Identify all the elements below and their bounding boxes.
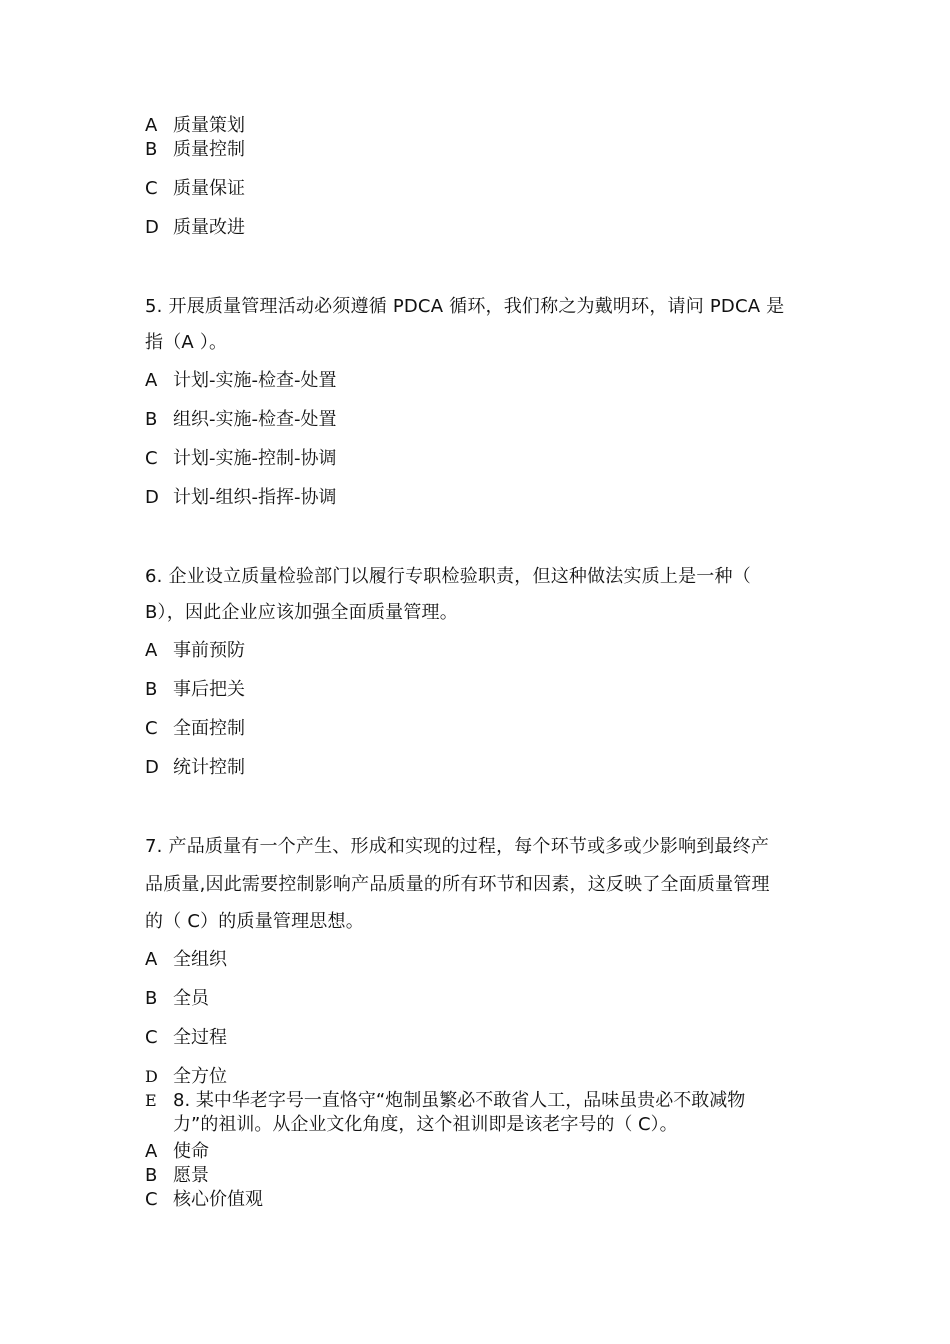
q6-option-a [145,639,245,663]
q7-option-d [145,1065,227,1089]
option-text: 计划-实施-控制-协调 [173,448,337,469]
q7-question-line-1: 7. 产品质量有一个产生、形成和实现的过程，每个环节或多或少影响到最终产 [145,836,770,857]
option-text: 质量策划 [173,115,245,136]
option-text: 计划-实施-检查-处置 [173,370,337,391]
option-key: C [145,1027,158,1048]
option-text: 质量改进 [173,217,245,238]
option-text: 质量控制 [173,139,245,160]
option-text: 全员 [173,988,209,1009]
q4-option-c [145,177,245,201]
option-text: 事后把关 [173,679,245,700]
q5-question-line-2: 指（A ）。 [145,332,228,353]
option-key: B [145,988,158,1009]
option-text: 愿景 [173,1165,209,1186]
q5-option-d [145,486,337,510]
option-key: A [145,640,158,661]
q8-option-b [145,1164,209,1188]
option-text: 全面控制 [173,718,245,739]
option-text: 核心价值观 [173,1189,263,1210]
q5-option-a [145,369,337,393]
q4-option-a [145,114,245,138]
q8-option-c [145,1188,263,1212]
q7-question-line-3: 的（ C）的质量管理思想。 [145,911,364,932]
option-key: C [145,178,158,199]
option-key: A [145,370,158,391]
option-text: 质量保证 [173,178,245,199]
option-key: D [145,217,159,238]
q6-option-d [145,756,245,780]
question-text: 8. 某中华老字号一直恪守“炮制虽繁必不敢省人工，品味虽贵必不敢减物 [173,1090,746,1111]
q7-option-c [145,1026,227,1050]
q5-option-b [145,408,337,432]
q5-question-line-1: 5. 开展质量管理活动必须遵循 PDCA 循环，我们称之为戴明环，请问 PDCA 是 [145,296,785,317]
option-key: C [145,718,158,739]
option-key: B [145,1165,158,1186]
q4-option-b [145,138,245,162]
option-text: 组织-实施-检查-处置 [173,409,337,430]
list-marker: E [145,1091,157,1110]
option-key: A [145,1141,158,1162]
option-key: B [145,409,158,430]
option-text: 事前预防 [173,640,245,661]
option-text: 全方位 [173,1066,227,1087]
q6-question-line-2: B），因此企业应该加强全面质量管理。 [145,602,458,623]
q8-option-a [145,1140,209,1164]
option-text: 全组织 [173,949,227,970]
q5-option-c [145,447,337,471]
q6-option-b [145,678,245,702]
q7-option-a [145,948,227,972]
q6-option-c [145,717,245,741]
option-key: B [145,679,158,700]
option-key: C [145,448,158,469]
q7-question-line-2: 品质量,因此需要控制影响产品质量的所有环节和因素，这反映了全面质量管理 [145,874,770,895]
q8-question-line-1 [145,1089,745,1113]
option-key: D [145,487,159,508]
option-text: 统计控制 [173,757,245,778]
option-key: B [145,139,158,160]
q4-option-d [145,216,245,240]
option-key: A [145,115,158,136]
option-text: 计划-组织-指挥-协调 [173,487,337,508]
option-key: D [145,757,159,778]
option-text: 使命 [173,1141,209,1162]
option-key: D [145,1067,158,1086]
option-key: A [145,949,158,970]
q8-question-line-2: 力”的祖训。从企业文化角度，这个祖训即是该老字号的（ C）。 [173,1114,678,1135]
option-text: 全过程 [173,1027,227,1048]
q6-question-line-1: 6. 企业设立质量检验部门以履行专职检验职责，但这种做法实质上是一种（ [145,566,751,587]
option-key: C [145,1189,158,1210]
q7-option-b [145,987,209,1011]
